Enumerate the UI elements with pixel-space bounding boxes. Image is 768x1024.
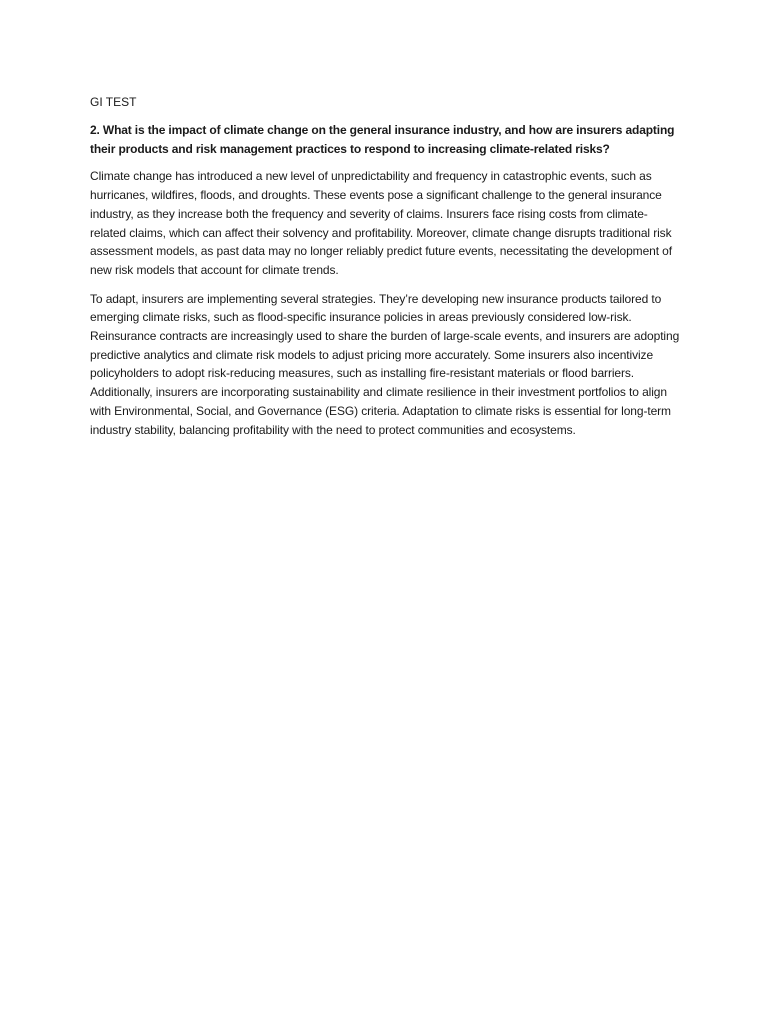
document-body <box>90 94 680 449</box>
question-heading: 2. What is the impact of climate change on the general insurance industry, and how are insurers adapting their products and risk management practices to respond to increasing climate-related risks? <box>90 123 675 156</box>
answer-paragraph-2: To adapt, insurers are implementing several strategies. They’re developing new insurance products tailored to emerging climate risks, such as flood-specific insurance policies in areas previously considered low-risk. Reinsurance contracts are increasingly used to share the burden of large-scale events, and insurers are adopting predictive analytics and climate risk models to adjust pricing more accurately. Some insurers also incentivize policyholders to adopt risk-reducing measures, such as installing fire-resistant materials or flood barriers. Additionally, insurers are incorporating sustainability and climate resilience in their investment portfolios to align with Environmental, Social, and Governance (ESG) criteria. Adaptation to climate risks is essential for long-term industry stability, balancing profitability with the need to protect communities and ecosystems. <box>90 291 680 437</box>
document-label: GI TEST <box>90 95 137 109</box>
answer-paragraph-1: Climate change has introduced a new level of unpredictability and frequency in catastrophic events, such as hurricanes, wildfires, floods, and droughts. These events pose a significant challenge to the general insurance industry, as they increase both the frequency and severity of claims. Insurers face rising costs from climate-related claims, which can affect their solvency and profitability. Moreover, climate change disrupts traditional risk assessment models, as past data may no longer reliably predict future events, necessitating the development of new risk models that account for climate trends. <box>90 169 672 277</box>
